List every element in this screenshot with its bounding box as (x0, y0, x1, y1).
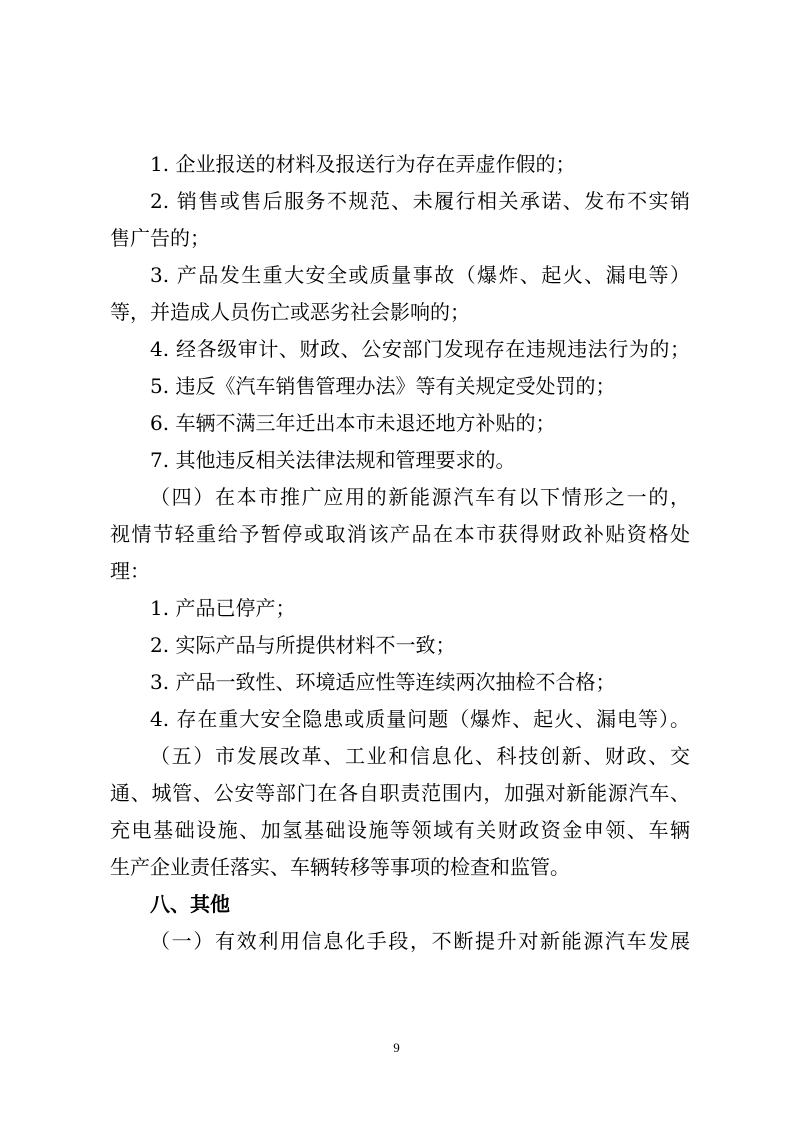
body-text (110, 146, 690, 960)
section-heading: 八、其他 (150, 892, 230, 916)
text-line: 充电基础设施、加氢基础设施等领域有关财政资金申领、车辆 (110, 818, 690, 842)
text-line: 2. 销售或售后服务不规范、未履行相关承诺、发布不实销 (150, 189, 690, 213)
text-line: 6. 车辆不满三年迁出本市未退还地方补贴的； (150, 411, 556, 435)
page-number: 9 (393, 1040, 400, 1055)
text-line: 通、城管、公安等部门在各自职责范围内，加强对新能源汽车、 (110, 781, 690, 805)
text-line: 等，并造成人员伤亡或恶劣社会影响的； (110, 300, 470, 324)
text-line: 视情节轻重给予暂停或取消该产品在本市获得财政补贴资格处 (110, 522, 690, 546)
text-line: 7. 其他违反相关法律法规和管理要求的。 (150, 448, 516, 472)
text-line: 4. 经各级审计、财政、公安部门发现存在违规违法行为的； (150, 337, 690, 361)
text-line: 2. 实际产品与所提供材料不一致； (150, 633, 456, 657)
text-line: 售广告的； (110, 226, 210, 250)
text-line: （五）市发展改革、工业和信息化、科技创新、财政、交 (150, 744, 690, 768)
text-line: 3. 产品一致性、环境适应性等连续两次抽检不合格； (150, 670, 616, 694)
text-line: 4. 存在重大安全隐患或质量问题（爆炸、起火、漏电等）。 (150, 707, 690, 731)
text-line: 1. 产品已停产； (150, 596, 296, 620)
text-line: （一）有效利用信息化手段，不断提升对新能源汽车发展 (150, 929, 690, 953)
text-line: （四）在本市推广应用的新能源汽车有以下情形之一的， (150, 485, 690, 509)
text-line: 生产企业责任落实、车辆转移等事项的检查和监管。 (110, 855, 570, 879)
text-line: 3. 产品发生重大安全或质量事故（爆炸、起火、漏电等） (150, 263, 690, 287)
text-line: 理： (110, 559, 150, 583)
text-line: 1. 企业报送的材料及报送行为存在弄虚作假的； (150, 152, 576, 176)
text-line: 5. 违反《汽车销售管理办法》等有关规定受处罚的； (150, 374, 616, 398)
